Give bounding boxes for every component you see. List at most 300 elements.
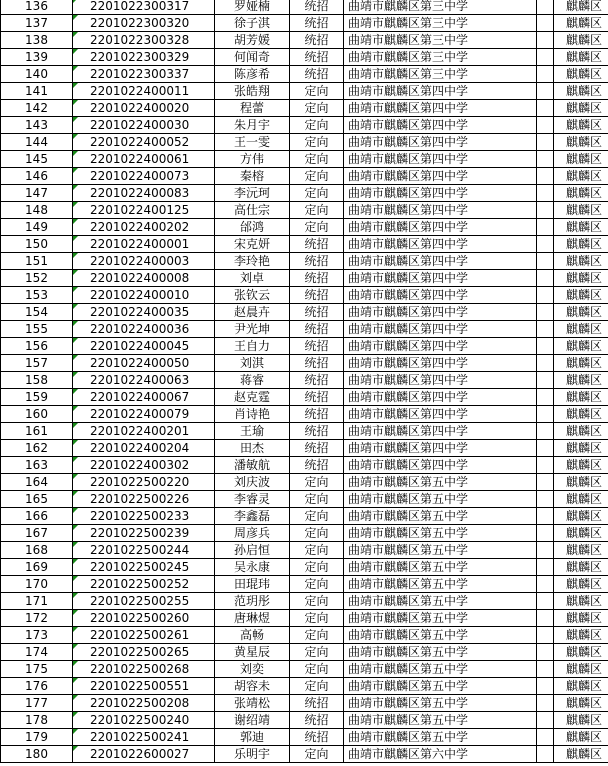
empty-cell[interactable] xyxy=(537,100,554,117)
school-cell[interactable]: 曲靖市麒麟区第五中学 xyxy=(344,474,537,491)
district-cell[interactable]: 麒麟区 xyxy=(554,491,608,508)
school-cell[interactable]: 曲靖市麒麟区第五中学 xyxy=(344,729,537,746)
school-cell[interactable]: 曲靖市麒麟区第三中学 xyxy=(344,66,537,83)
admission-type-cell[interactable]: 统招 xyxy=(290,355,344,372)
district-cell[interactable]: 麒麟区 xyxy=(554,457,608,474)
student-name-cell[interactable]: 高畅 xyxy=(215,627,290,644)
row-number-cell[interactable]: 159 xyxy=(1,389,73,406)
exam-id-cell[interactable]: 2201022400201 xyxy=(73,423,215,440)
district-cell[interactable]: 麒麟区 xyxy=(554,440,608,457)
district-cell[interactable]: 麒麟区 xyxy=(554,695,608,712)
student-name-cell[interactable]: 罗娅楠 xyxy=(215,0,290,15)
exam-id-cell[interactable]: 2201022400011 xyxy=(73,83,215,100)
admission-type-cell[interactable]: 定向 xyxy=(290,185,344,202)
admission-type-cell[interactable]: 定向 xyxy=(290,576,344,593)
empty-cell[interactable] xyxy=(537,678,554,695)
admission-type-cell[interactable]: 统招 xyxy=(290,15,344,32)
row-number-cell[interactable]: 147 xyxy=(1,185,73,202)
exam-id-cell[interactable]: 2201022500240 xyxy=(73,712,215,729)
school-cell[interactable]: 曲靖市麒麟区第五中学 xyxy=(344,661,537,678)
district-cell[interactable]: 麒麟区 xyxy=(554,525,608,542)
row-number-cell[interactable]: 153 xyxy=(1,287,73,304)
district-cell[interactable]: 麒麟区 xyxy=(554,134,608,151)
row-number-cell[interactable]: 149 xyxy=(1,219,73,236)
student-name-cell[interactable]: 周彦兵 xyxy=(215,525,290,542)
admission-type-cell[interactable]: 统招 xyxy=(290,457,344,474)
exam-id-cell[interactable]: 2201022500261 xyxy=(73,627,215,644)
exam-id-cell[interactable]: 2201022500233 xyxy=(73,508,215,525)
district-cell[interactable]: 麒麟区 xyxy=(554,304,608,321)
admission-type-cell[interactable]: 定向 xyxy=(290,627,344,644)
empty-cell[interactable] xyxy=(537,355,554,372)
school-cell[interactable]: 曲靖市麒麟区第四中学 xyxy=(344,423,537,440)
empty-cell[interactable] xyxy=(537,423,554,440)
student-name-cell[interactable]: 何闻奇 xyxy=(215,49,290,66)
admission-type-cell[interactable]: 统招 xyxy=(290,695,344,712)
district-cell[interactable]: 麒麟区 xyxy=(554,321,608,338)
exam-id-cell[interactable]: 2201022300337 xyxy=(73,66,215,83)
row-number-cell[interactable]: 141 xyxy=(1,83,73,100)
empty-cell[interactable] xyxy=(537,202,554,219)
district-cell[interactable]: 麒麟区 xyxy=(554,83,608,100)
exam-id-cell[interactable]: 2201022400083 xyxy=(73,185,215,202)
district-cell[interactable]: 麒麟区 xyxy=(554,253,608,270)
school-cell[interactable]: 曲靖市麒麟区第四中学 xyxy=(344,253,537,270)
district-cell[interactable]: 麒麟区 xyxy=(554,678,608,695)
row-number-cell[interactable]: 156 xyxy=(1,338,73,355)
empty-cell[interactable] xyxy=(537,661,554,678)
exam-id-cell[interactable]: 2201022500265 xyxy=(73,644,215,661)
student-name-cell[interactable]: 高仕宗 xyxy=(215,202,290,219)
admission-type-cell[interactable]: 定向 xyxy=(290,508,344,525)
district-cell[interactable]: 麒麟区 xyxy=(554,746,608,763)
exam-id-cell[interactable]: 2201022500226 xyxy=(73,491,215,508)
admission-type-cell[interactable]: 统招 xyxy=(290,287,344,304)
empty-cell[interactable] xyxy=(537,117,554,134)
admission-type-cell[interactable]: 定向 xyxy=(290,202,344,219)
district-cell[interactable]: 麒麟区 xyxy=(554,712,608,729)
exam-id-cell[interactable]: 2201022400073 xyxy=(73,168,215,185)
school-cell[interactable]: 曲靖市麒麟区第五中学 xyxy=(344,610,537,627)
exam-id-cell[interactable]: 2201022400035 xyxy=(73,304,215,321)
district-cell[interactable]: 麒麟区 xyxy=(554,202,608,219)
empty-cell[interactable] xyxy=(537,712,554,729)
school-cell[interactable]: 曲靖市麒麟区第五中学 xyxy=(344,627,537,644)
student-name-cell[interactable]: 宋克妍 xyxy=(215,236,290,253)
empty-cell[interactable] xyxy=(537,627,554,644)
district-cell[interactable]: 麒麟区 xyxy=(554,151,608,168)
row-number-cell[interactable]: 151 xyxy=(1,253,73,270)
empty-cell[interactable] xyxy=(537,576,554,593)
student-name-cell[interactable]: 黄星辰 xyxy=(215,644,290,661)
empty-cell[interactable] xyxy=(537,610,554,627)
student-name-cell[interactable]: 陈彦希 xyxy=(215,66,290,83)
empty-cell[interactable] xyxy=(537,457,554,474)
exam-id-cell[interactable]: 2201022300317 xyxy=(73,0,215,15)
student-name-cell[interactable]: 乐明宇 xyxy=(215,746,290,763)
student-name-cell[interactable]: 谢绍靖 xyxy=(215,712,290,729)
empty-cell[interactable] xyxy=(537,508,554,525)
student-name-cell[interactable]: 赵克霆 xyxy=(215,389,290,406)
empty-cell[interactable] xyxy=(537,695,554,712)
row-number-cell[interactable]: 150 xyxy=(1,236,73,253)
exam-id-cell[interactable]: 2201022400202 xyxy=(73,219,215,236)
exam-id-cell[interactable]: 2201022400125 xyxy=(73,202,215,219)
admission-type-cell[interactable]: 定向 xyxy=(290,219,344,236)
admission-type-cell[interactable]: 统招 xyxy=(290,712,344,729)
row-number-cell[interactable]: 164 xyxy=(1,474,73,491)
student-name-cell[interactable]: 朱月宇 xyxy=(215,117,290,134)
student-name-cell[interactable]: 方伟 xyxy=(215,151,290,168)
school-cell[interactable]: 曲靖市麒麟区第五中学 xyxy=(344,508,537,525)
school-cell[interactable]: 曲靖市麒麟区第四中学 xyxy=(344,117,537,134)
exam-id-cell[interactable]: 2201022500260 xyxy=(73,610,215,627)
row-number-cell[interactable]: 139 xyxy=(1,49,73,66)
district-cell[interactable]: 麒麟区 xyxy=(554,474,608,491)
row-number-cell[interactable]: 160 xyxy=(1,406,73,423)
empty-cell[interactable] xyxy=(537,0,554,15)
exam-id-cell[interactable]: 2201022300329 xyxy=(73,49,215,66)
student-name-cell[interactable]: 刘庆波 xyxy=(215,474,290,491)
admission-type-cell[interactable]: 定向 xyxy=(290,134,344,151)
row-number-cell[interactable]: 172 xyxy=(1,610,73,627)
exam-id-cell[interactable]: 2201022400079 xyxy=(73,406,215,423)
empty-cell[interactable] xyxy=(537,746,554,763)
row-number-cell[interactable]: 176 xyxy=(1,678,73,695)
district-cell[interactable]: 麒麟区 xyxy=(554,508,608,525)
admission-type-cell[interactable]: 定向 xyxy=(290,474,344,491)
exam-id-cell[interactable]: 2201022400008 xyxy=(73,270,215,287)
exam-id-cell[interactable]: 2201022500268 xyxy=(73,661,215,678)
exam-id-cell[interactable]: 2201022600027 xyxy=(73,746,215,763)
admission-type-cell[interactable]: 定向 xyxy=(290,644,344,661)
school-cell[interactable]: 曲靖市麒麟区第五中学 xyxy=(344,542,537,559)
exam-id-cell[interactable]: 2201022400001 xyxy=(73,236,215,253)
district-cell[interactable]: 麒麟区 xyxy=(554,576,608,593)
student-name-cell[interactable]: 张靖松 xyxy=(215,695,290,712)
exam-id-cell[interactable]: 2201022400045 xyxy=(73,338,215,355)
row-number-cell[interactable]: 140 xyxy=(1,66,73,83)
school-cell[interactable]: 曲靖市麒麟区第四中学 xyxy=(344,372,537,389)
admission-type-cell[interactable]: 统招 xyxy=(290,32,344,49)
empty-cell[interactable] xyxy=(537,185,554,202)
exam-id-cell[interactable]: 2201022500551 xyxy=(73,678,215,695)
district-cell[interactable]: 麒麟区 xyxy=(554,389,608,406)
school-cell[interactable]: 曲靖市麒麟区第五中学 xyxy=(344,695,537,712)
exam-id-cell[interactable]: 2201022500239 xyxy=(73,525,215,542)
row-number-cell[interactable]: 161 xyxy=(1,423,73,440)
row-number-cell[interactable]: 146 xyxy=(1,168,73,185)
exam-id-cell[interactable]: 2201022400052 xyxy=(73,134,215,151)
empty-cell[interactable] xyxy=(537,338,554,355)
empty-cell[interactable] xyxy=(537,372,554,389)
student-name-cell[interactable]: 程蕾 xyxy=(215,100,290,117)
row-number-cell[interactable]: 177 xyxy=(1,695,73,712)
row-number-cell[interactable]: 165 xyxy=(1,491,73,508)
school-cell[interactable]: 曲靖市麒麟区第四中学 xyxy=(344,287,537,304)
district-cell[interactable]: 麒麟区 xyxy=(554,542,608,559)
empty-cell[interactable] xyxy=(537,49,554,66)
district-cell[interactable]: 麒麟区 xyxy=(554,355,608,372)
school-cell[interactable]: 曲靖市麒麟区第四中学 xyxy=(344,406,537,423)
school-cell[interactable]: 曲靖市麒麟区第三中学 xyxy=(344,15,537,32)
row-number-cell[interactable]: 145 xyxy=(1,151,73,168)
empty-cell[interactable] xyxy=(537,321,554,338)
admission-type-cell[interactable]: 定向 xyxy=(290,83,344,100)
district-cell[interactable]: 麒麟区 xyxy=(554,610,608,627)
admission-type-cell[interactable]: 定向 xyxy=(290,151,344,168)
school-cell[interactable]: 曲靖市麒麟区第四中学 xyxy=(344,219,537,236)
admission-type-cell[interactable]: 定向 xyxy=(290,610,344,627)
district-cell[interactable]: 麒麟区 xyxy=(554,559,608,576)
district-cell[interactable]: 麒麟区 xyxy=(554,0,608,15)
row-number-cell[interactable]: 155 xyxy=(1,321,73,338)
student-name-cell[interactable]: 王一雯 xyxy=(215,134,290,151)
school-cell[interactable]: 曲靖市麒麟区第四中学 xyxy=(344,270,537,287)
student-name-cell[interactable]: 李睿灵 xyxy=(215,491,290,508)
school-cell[interactable]: 曲靖市麒麟区第四中学 xyxy=(344,389,537,406)
empty-cell[interactable] xyxy=(537,542,554,559)
school-cell[interactable]: 曲靖市麒麟区第四中学 xyxy=(344,355,537,372)
exam-id-cell[interactable]: 2201022400030 xyxy=(73,117,215,134)
empty-cell[interactable] xyxy=(537,729,554,746)
district-cell[interactable]: 麒麟区 xyxy=(554,66,608,83)
exam-id-cell[interactable]: 2201022300320 xyxy=(73,15,215,32)
row-number-cell[interactable]: 137 xyxy=(1,15,73,32)
empty-cell[interactable] xyxy=(537,270,554,287)
admission-type-cell[interactable]: 统招 xyxy=(290,49,344,66)
row-number-cell[interactable]: 170 xyxy=(1,576,73,593)
empty-cell[interactable] xyxy=(537,593,554,610)
empty-cell[interactable] xyxy=(537,525,554,542)
district-cell[interactable]: 麒麟区 xyxy=(554,185,608,202)
admission-type-cell[interactable]: 统招 xyxy=(290,236,344,253)
district-cell[interactable]: 麒麟区 xyxy=(554,627,608,644)
admission-type-cell[interactable]: 定向 xyxy=(290,117,344,134)
school-cell[interactable]: 曲靖市麒麟区第四中学 xyxy=(344,202,537,219)
school-cell[interactable]: 曲靖市麒麟区第四中学 xyxy=(344,83,537,100)
row-number-cell[interactable]: 179 xyxy=(1,729,73,746)
admission-type-cell[interactable]: 定向 xyxy=(290,678,344,695)
row-number-cell[interactable]: 162 xyxy=(1,440,73,457)
row-number-cell[interactable]: 169 xyxy=(1,559,73,576)
district-cell[interactable]: 麒麟区 xyxy=(554,338,608,355)
empty-cell[interactable] xyxy=(537,66,554,83)
district-cell[interactable]: 麒麟区 xyxy=(554,219,608,236)
row-number-cell[interactable]: 166 xyxy=(1,508,73,525)
admission-type-cell[interactable]: 统招 xyxy=(290,270,344,287)
student-name-cell[interactable]: 李鑫磊 xyxy=(215,508,290,525)
exam-id-cell[interactable]: 2201022500220 xyxy=(73,474,215,491)
school-cell[interactable]: 曲靖市麒麟区第五中学 xyxy=(344,712,537,729)
exam-id-cell[interactable]: 2201022400063 xyxy=(73,372,215,389)
school-cell[interactable]: 曲靖市麒麟区第四中学 xyxy=(344,185,537,202)
empty-cell[interactable] xyxy=(537,644,554,661)
admission-type-cell[interactable]: 统招 xyxy=(290,440,344,457)
school-cell[interactable]: 曲靖市麒麟区第三中学 xyxy=(344,0,537,15)
student-name-cell[interactable]: 唐琳煜 xyxy=(215,610,290,627)
row-number-cell[interactable]: 171 xyxy=(1,593,73,610)
empty-cell[interactable] xyxy=(537,389,554,406)
school-cell[interactable]: 曲靖市麒麟区第四中学 xyxy=(344,338,537,355)
row-number-cell[interactable]: 174 xyxy=(1,644,73,661)
student-name-cell[interactable]: 孙启恒 xyxy=(215,542,290,559)
admission-type-cell[interactable]: 统招 xyxy=(290,729,344,746)
student-name-cell[interactable]: 吴永康 xyxy=(215,559,290,576)
district-cell[interactable]: 麒麟区 xyxy=(554,372,608,389)
exam-id-cell[interactable]: 2201022400003 xyxy=(73,253,215,270)
exam-id-cell[interactable]: 2201022500245 xyxy=(73,559,215,576)
row-number-cell[interactable]: 168 xyxy=(1,542,73,559)
student-name-cell[interactable]: 赵晨卉 xyxy=(215,304,290,321)
exam-id-cell[interactable]: 2201022400067 xyxy=(73,389,215,406)
student-name-cell[interactable]: 蒋睿 xyxy=(215,372,290,389)
exam-id-cell[interactable]: 2201022400020 xyxy=(73,100,215,117)
school-cell[interactable]: 曲靖市麒麟区第四中学 xyxy=(344,151,537,168)
student-name-cell[interactable]: 刘卓 xyxy=(215,270,290,287)
admission-type-cell[interactable]: 定向 xyxy=(290,100,344,117)
exam-id-cell[interactable]: 2201022300328 xyxy=(73,32,215,49)
student-name-cell[interactable]: 李沅珂 xyxy=(215,185,290,202)
row-number-cell[interactable]: 148 xyxy=(1,202,73,219)
student-name-cell[interactable]: 张皓翔 xyxy=(215,83,290,100)
student-name-cell[interactable]: 郭迪 xyxy=(215,729,290,746)
exam-id-cell[interactable]: 2201022500241 xyxy=(73,729,215,746)
empty-cell[interactable] xyxy=(537,304,554,321)
admission-type-cell[interactable]: 定向 xyxy=(290,525,344,542)
district-cell[interactable]: 麒麟区 xyxy=(554,236,608,253)
admission-type-cell[interactable]: 统招 xyxy=(290,389,344,406)
row-number-cell[interactable]: 175 xyxy=(1,661,73,678)
district-cell[interactable]: 麒麟区 xyxy=(554,32,608,49)
empty-cell[interactable] xyxy=(537,219,554,236)
exam-id-cell[interactable]: 2201022400302 xyxy=(73,457,215,474)
school-cell[interactable]: 曲靖市麒麟区第四中学 xyxy=(344,440,537,457)
district-cell[interactable]: 麒麟区 xyxy=(554,423,608,440)
admission-type-cell[interactable]: 定向 xyxy=(290,593,344,610)
exam-id-cell[interactable]: 2201022400036 xyxy=(73,321,215,338)
district-cell[interactable]: 麒麟区 xyxy=(554,593,608,610)
district-cell[interactable]: 麒麟区 xyxy=(554,117,608,134)
school-cell[interactable]: 曲靖市麒麟区第四中学 xyxy=(344,236,537,253)
row-number-cell[interactable]: 173 xyxy=(1,627,73,644)
admission-type-cell[interactable]: 统招 xyxy=(290,66,344,83)
school-cell[interactable]: 曲靖市麒麟区第五中学 xyxy=(344,644,537,661)
exam-id-cell[interactable]: 2201022400204 xyxy=(73,440,215,457)
exam-id-cell[interactable]: 2201022500208 xyxy=(73,695,215,712)
admission-type-cell[interactable]: 统招 xyxy=(290,372,344,389)
school-cell[interactable]: 曲靖市麒麟区第三中学 xyxy=(344,32,537,49)
row-number-cell[interactable]: 167 xyxy=(1,525,73,542)
admission-type-cell[interactable]: 统招 xyxy=(290,0,344,15)
student-name-cell[interactable]: 范玥彤 xyxy=(215,593,290,610)
student-name-cell[interactable]: 刘淇 xyxy=(215,355,290,372)
exam-id-cell[interactable]: 2201022500244 xyxy=(73,542,215,559)
school-cell[interactable]: 曲靖市麒麟区第四中学 xyxy=(344,100,537,117)
admission-type-cell[interactable]: 定向 xyxy=(290,661,344,678)
student-name-cell[interactable]: 田杰 xyxy=(215,440,290,457)
exam-id-cell[interactable]: 2201022400010 xyxy=(73,287,215,304)
row-number-cell[interactable]: 152 xyxy=(1,270,73,287)
district-cell[interactable]: 麒麟区 xyxy=(554,729,608,746)
row-number-cell[interactable]: 180 xyxy=(1,746,73,763)
student-name-cell[interactable]: 胡芳媛 xyxy=(215,32,290,49)
student-name-cell[interactable]: 刘奕 xyxy=(215,661,290,678)
exam-id-cell[interactable]: 2201022400050 xyxy=(73,355,215,372)
district-cell[interactable]: 麒麟区 xyxy=(554,270,608,287)
school-cell[interactable]: 曲靖市麒麟区第五中学 xyxy=(344,576,537,593)
exam-id-cell[interactable]: 2201022500255 xyxy=(73,593,215,610)
exam-id-cell[interactable]: 2201022400061 xyxy=(73,151,215,168)
row-number-cell[interactable]: 163 xyxy=(1,457,73,474)
student-name-cell[interactable]: 王自力 xyxy=(215,338,290,355)
school-cell[interactable]: 曲靖市麒麟区第四中学 xyxy=(344,321,537,338)
admission-type-cell[interactable]: 定向 xyxy=(290,542,344,559)
school-cell[interactable]: 曲靖市麒麟区第五中学 xyxy=(344,678,537,695)
student-name-cell[interactable]: 尹光坤 xyxy=(215,321,290,338)
empty-cell[interactable] xyxy=(537,253,554,270)
row-number-cell[interactable]: 138 xyxy=(1,32,73,49)
empty-cell[interactable] xyxy=(537,32,554,49)
school-cell[interactable]: 曲靖市麒麟区第四中学 xyxy=(344,168,537,185)
school-cell[interactable]: 曲靖市麒麟区第四中学 xyxy=(344,134,537,151)
district-cell[interactable]: 麒麟区 xyxy=(554,287,608,304)
admission-type-cell[interactable]: 统招 xyxy=(290,253,344,270)
student-name-cell[interactable]: 邰鸿 xyxy=(215,219,290,236)
school-cell[interactable]: 曲靖市麒麟区第五中学 xyxy=(344,593,537,610)
admission-type-cell[interactable]: 定向 xyxy=(290,168,344,185)
empty-cell[interactable] xyxy=(537,474,554,491)
school-cell[interactable]: 曲靖市麒麟区第五中学 xyxy=(344,525,537,542)
admission-type-cell[interactable]: 定向 xyxy=(290,491,344,508)
empty-cell[interactable] xyxy=(537,406,554,423)
empty-cell[interactable] xyxy=(537,151,554,168)
student-name-cell[interactable]: 胡容未 xyxy=(215,678,290,695)
student-name-cell[interactable]: 潘敏航 xyxy=(215,457,290,474)
empty-cell[interactable] xyxy=(537,15,554,32)
row-number-cell[interactable]: 178 xyxy=(1,712,73,729)
student-name-cell[interactable]: 徐子淇 xyxy=(215,15,290,32)
district-cell[interactable]: 麒麟区 xyxy=(554,100,608,117)
admission-type-cell[interactable]: 定向 xyxy=(290,746,344,763)
school-cell[interactable]: 曲靖市麒麟区第三中学 xyxy=(344,49,537,66)
district-cell[interactable]: 麒麟区 xyxy=(554,406,608,423)
student-name-cell[interactable]: 秦榕 xyxy=(215,168,290,185)
district-cell[interactable]: 麒麟区 xyxy=(554,49,608,66)
school-cell[interactable]: 曲靖市麒麟区第四中学 xyxy=(344,304,537,321)
empty-cell[interactable] xyxy=(537,559,554,576)
school-cell[interactable]: 曲靖市麒麟区第四中学 xyxy=(344,457,537,474)
admission-type-cell[interactable]: 统招 xyxy=(290,423,344,440)
admission-type-cell[interactable]: 统招 xyxy=(290,304,344,321)
admission-type-cell[interactable]: 定向 xyxy=(290,559,344,576)
row-number-cell[interactable]: 136 xyxy=(1,0,73,15)
district-cell[interactable]: 麒麟区 xyxy=(554,661,608,678)
admission-type-cell[interactable]: 统招 xyxy=(290,338,344,355)
admission-type-cell[interactable]: 统招 xyxy=(290,406,344,423)
school-cell[interactable]: 曲靖市麒麟区第五中学 xyxy=(344,559,537,576)
district-cell[interactable]: 麒麟区 xyxy=(554,168,608,185)
empty-cell[interactable] xyxy=(537,83,554,100)
empty-cell[interactable] xyxy=(537,134,554,151)
empty-cell[interactable] xyxy=(537,168,554,185)
row-number-cell[interactable]: 157 xyxy=(1,355,73,372)
row-number-cell[interactable]: 144 xyxy=(1,134,73,151)
empty-cell[interactable] xyxy=(537,287,554,304)
school-cell[interactable]: 曲靖市麒麟区第六中学 xyxy=(344,746,537,763)
admission-type-cell[interactable]: 统招 xyxy=(290,321,344,338)
row-number-cell[interactable]: 142 xyxy=(1,100,73,117)
